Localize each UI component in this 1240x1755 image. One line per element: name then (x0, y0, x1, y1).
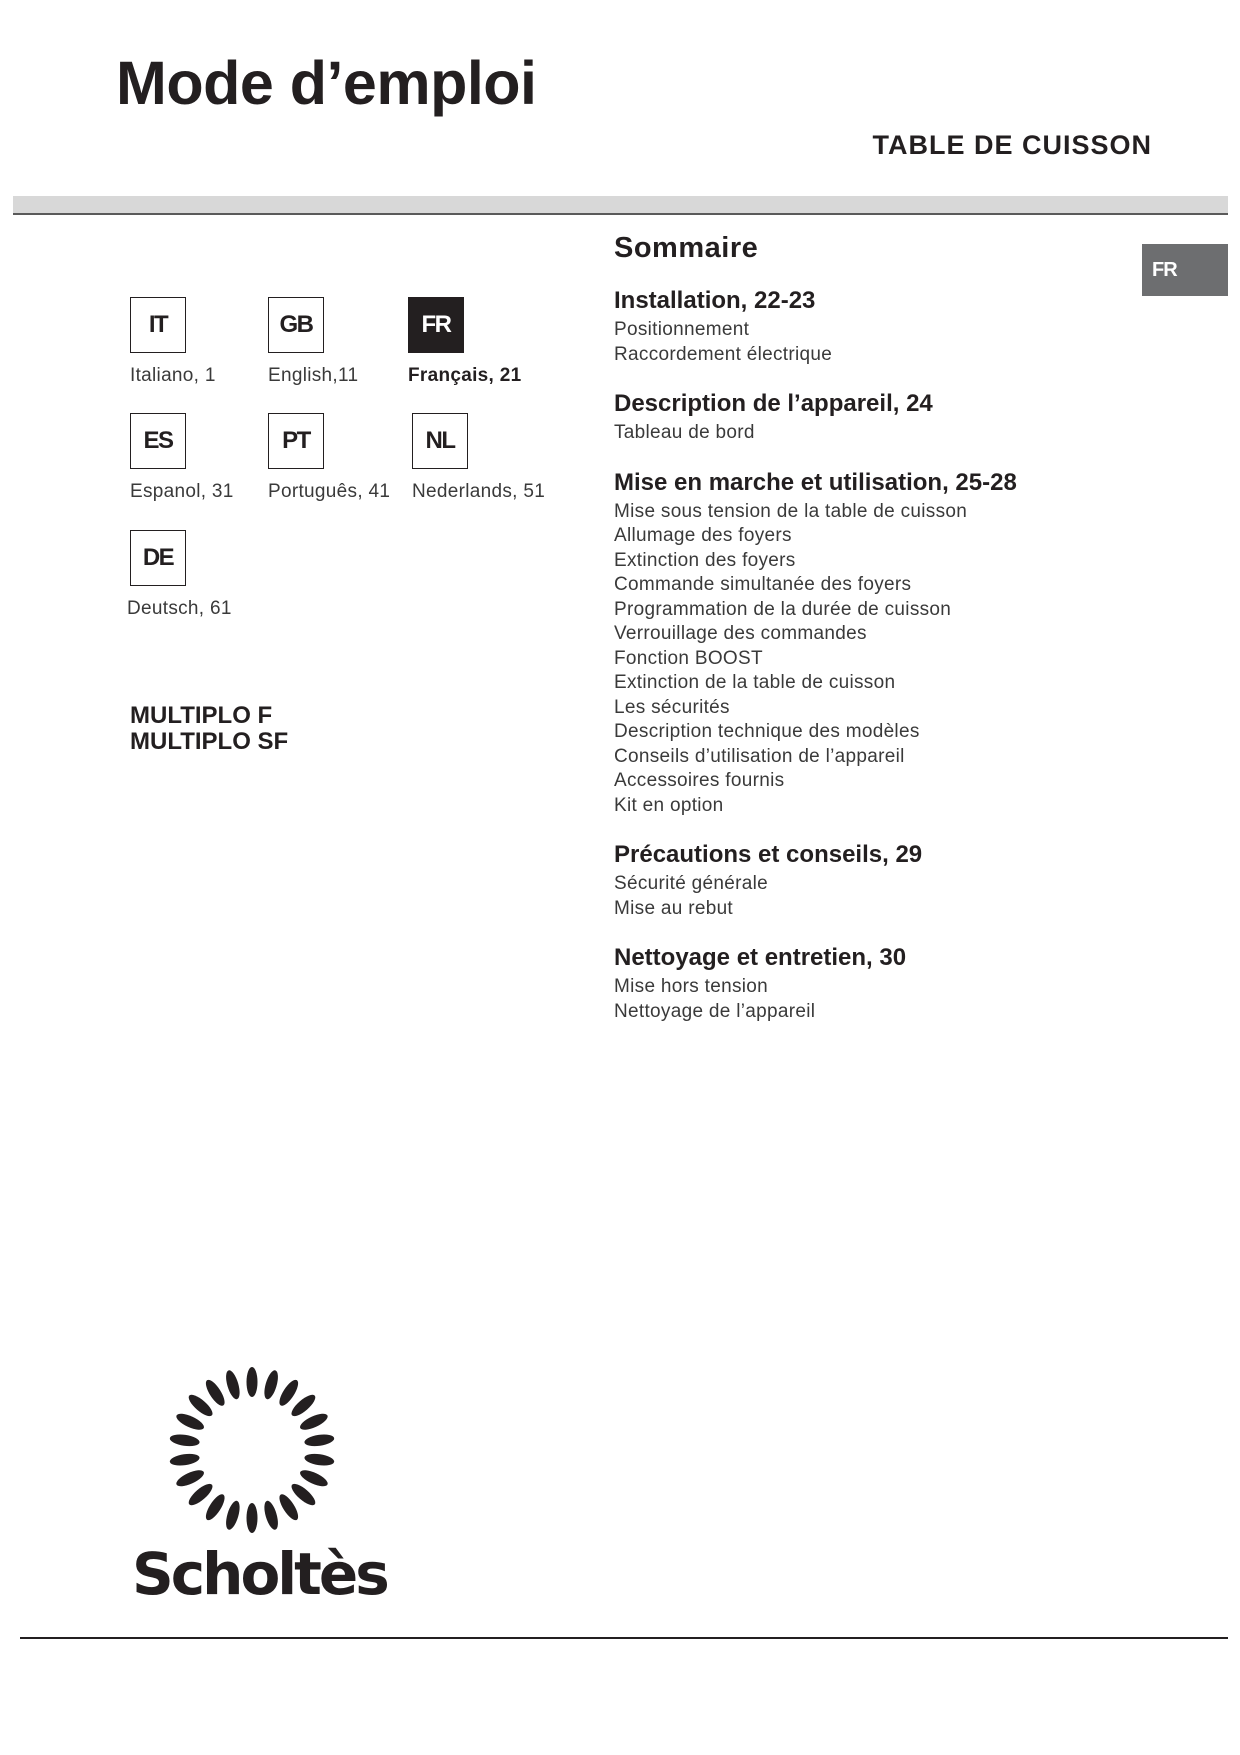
toc-heading[interactable]: Installation, 22-23 (614, 287, 816, 314)
language-de (127, 530, 290, 620)
model-names (130, 703, 288, 755)
toc-heading[interactable]: Description de l’appareil, 24 (614, 390, 933, 417)
toc-section-utilisation (614, 466, 1214, 819)
toc-item[interactable]: Extinction de la table de cuisson (614, 672, 896, 693)
toc-item[interactable]: Sécurité générale (614, 873, 769, 894)
toc-item[interactable]: Allumage des foyers (614, 525, 792, 546)
sun-ray (247, 1367, 258, 1397)
language-code-box[interactable]: ES (130, 413, 186, 469)
product-type: TABLE DE CUISSON (872, 130, 1152, 160)
language-nl (412, 413, 572, 503)
language-code-box[interactable]: DE (130, 530, 186, 586)
toc-item[interactable]: Mise au rebut (614, 897, 734, 919)
page-title: Mode d’emploi (116, 49, 537, 117)
sun-rays-icon (162, 1360, 342, 1540)
sun-ray (247, 1503, 258, 1533)
toc-item[interactable]: Nettoyage de l’appareil (614, 1000, 816, 1022)
toc-item[interactable]: Positionnement (614, 319, 750, 340)
toc-item[interactable]: Mise sous tension de la table de cuisson (614, 500, 968, 522)
sun-ray (169, 1433, 200, 1448)
language-fr (408, 297, 568, 387)
language-label[interactable]: Português, 41 (268, 481, 391, 502)
language-code-box[interactable]: NL (412, 413, 468, 469)
language-label[interactable]: Deutsch, 61 (127, 598, 232, 619)
language-pt (268, 413, 428, 503)
toc-item[interactable]: Tableau de bord (614, 422, 755, 443)
sun-ray (223, 1499, 242, 1531)
language-code-box[interactable]: IT (130, 297, 186, 353)
toc-title: Sommaire (614, 232, 759, 264)
toc-section-nettoyage (614, 941, 1214, 1024)
toc-item[interactable]: Accessoires fournis (614, 770, 785, 791)
toc-item[interactable]: Commande simultanée des foyers (614, 574, 912, 595)
sun-ray (304, 1452, 335, 1467)
language-tab-fr[interactable]: FR (1142, 244, 1228, 296)
language-gb (268, 297, 428, 387)
sun-ray (174, 1411, 206, 1433)
language-label[interactable]: English,11 (268, 365, 359, 386)
language-es (130, 413, 290, 503)
toc-item[interactable]: Les sécurités (614, 696, 730, 718)
toc-section-description (614, 387, 1214, 446)
language-label[interactable]: Italiano, 1 (130, 365, 216, 386)
toc-item[interactable]: Kit en option (614, 794, 724, 816)
toc-heading[interactable]: Précautions et conseils, 29 (614, 841, 923, 868)
sun-ray (298, 1411, 330, 1433)
toc-heading[interactable]: Mise en marche et utilisation, 25-28 (614, 468, 1017, 496)
toc-item[interactable]: Fonction BOOST (614, 647, 763, 669)
language-code-box[interactable]: GB (268, 297, 324, 353)
model-name: MULTIPLO F (130, 702, 273, 729)
brand-logo (132, 1360, 387, 1610)
language-label[interactable]: Nederlands, 51 (412, 481, 546, 502)
language-label[interactable]: Espanol, 31 (130, 481, 234, 502)
toc-item[interactable]: Programmation de la durée de cuisson (614, 598, 952, 620)
toc-item[interactable]: Raccordement électrique (614, 343, 833, 365)
footer-divider (20, 1637, 1228, 1639)
language-code-box-active[interactable]: FR (408, 297, 464, 353)
table-of-contents (614, 284, 1214, 1044)
sun-ray (174, 1467, 206, 1489)
sun-ray (223, 1369, 242, 1401)
sun-ray (262, 1499, 281, 1531)
toc-item[interactable]: Description technique des modèles (614, 721, 920, 742)
sun-ray (169, 1452, 200, 1467)
sun-ray (304, 1433, 335, 1448)
toc-section-precautions (614, 838, 1214, 921)
sun-ray (298, 1467, 330, 1489)
toc-item[interactable]: Conseils d’utilisation de l’appareil (614, 745, 905, 767)
toc-item[interactable]: Extinction des foyers (614, 549, 796, 571)
sun-ray (262, 1369, 281, 1401)
toc-heading[interactable]: Nettoyage et entretien, 30 (614, 944, 907, 971)
language-label-active[interactable]: Français, 21 (408, 365, 522, 386)
toc-section-installation (614, 284, 1214, 367)
language-it (130, 297, 290, 387)
header-divider (13, 196, 1228, 215)
language-code-box[interactable]: PT (268, 413, 324, 469)
brand-name: Scholtès (132, 1540, 387, 1608)
toc-item[interactable]: Verrouillage des commandes (614, 623, 867, 644)
toc-item[interactable]: Mise hors tension (614, 976, 769, 997)
model-name: MULTIPLO SF (130, 728, 289, 755)
